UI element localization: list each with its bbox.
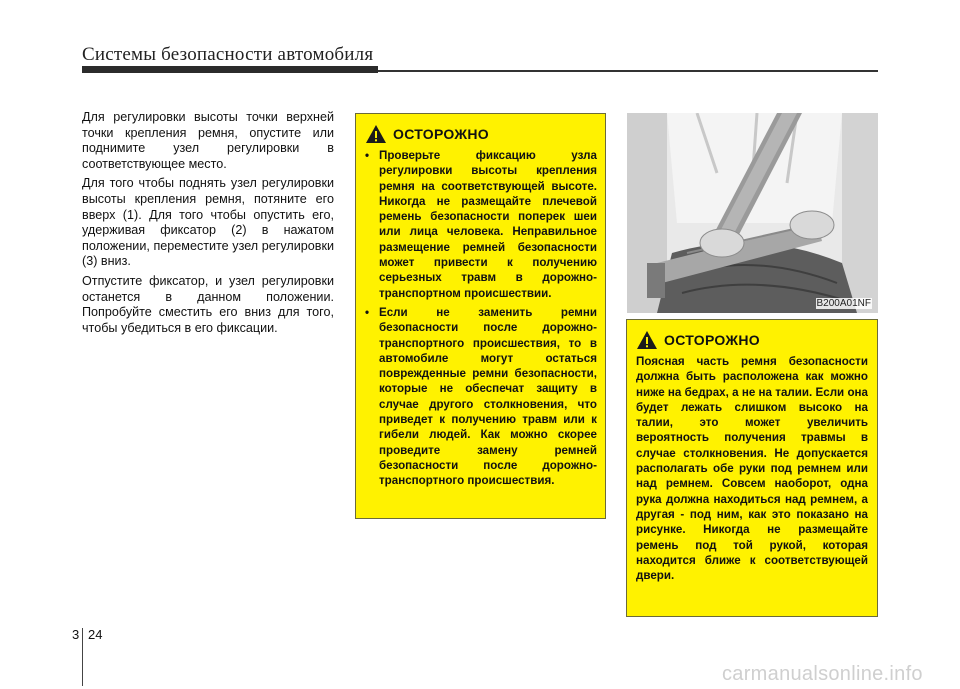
seatbelt-drawing (627, 113, 878, 313)
chapter-number: 3 (72, 627, 80, 642)
warning-text: Поясная часть ремня безопасности должна быть расположена как можно ниже на бедрах, а не на талии. Если она будет лежать слишком высоко на талии, это может увеличить вероятность получения травмы в случае столкновения. Не допускается располагать обе руки под ремнем или над ремнем. Совсем наоборот, одна рука должна находиться над ремнем, а другая - под ним, как это показано на рисунке. Никогда не размещайте ремень под той рукой, которая находится ближе к соответствующей двери. (636, 355, 868, 583)
warning-item (365, 305, 597, 489)
bullet: • (365, 305, 370, 319)
warning-title: ОСТОРОЖНО (664, 332, 760, 348)
warning-box-lap-belt (626, 319, 878, 617)
bullet: • (365, 149, 370, 162)
warning-item (365, 148, 597, 301)
warning-item-text: Если не заменить ремни безопасности после дорожно-транспортного происшествия, то в автомобиле могут остаться поврежденные ремни безопасности, которые не обеспечат защиту в случае другого столкновения, что приведет к получению травм или к гибели людей. Как можно скорее проведите замену ремней безопасности после дорожно-транспортного происшествия. (379, 305, 597, 488)
watermark: carmanualsonline.info (722, 663, 923, 685)
warning-header (365, 124, 597, 144)
page-number: 24 (88, 627, 103, 642)
warning-box-height-adjust (355, 113, 606, 519)
warning-triangle-icon (365, 124, 387, 144)
page-header-title: Системы безопасности автомобиля (82, 44, 374, 65)
warning-item-text: Проверьте фиксацию узла регулировки высоты крепления ремня на соответствующей высоте. Никогда не размещайте плечевой ремень безопасности поперек шеи или лица человека. Неправильное размещение ремней безопасности может привести к получению серьезных травм в дорожно-транспортном происшествии. (379, 149, 597, 300)
header-bar (82, 66, 378, 73)
footer-divider (82, 628, 83, 686)
header-rule (378, 70, 878, 72)
instruction-paragraph: Отпустите фиксатор, и узел регулировки останется в данном положении. Попробуйте сместить его вниз для того, чтобы убедиться в его фиксации. (82, 273, 334, 335)
seatbelt-illustration (627, 113, 878, 313)
warning-title: ОСТОРОЖНО (393, 126, 489, 142)
warning-triangle-icon (636, 330, 658, 350)
warning-header (636, 330, 868, 350)
instructions-column (82, 110, 334, 340)
instruction-paragraph: Для того чтобы поднять узел регулировки высоты крепления ремня, потяните его вверх (1). Для того чтобы опустить его, удерживая фиксатор (2) в нажатом положении, переместите узел регулировки (3) вниз. (82, 176, 334, 269)
warning-list (365, 148, 597, 489)
instruction-paragraph: Для регулировки высоты точки верхней точки крепления ремня, опустите или поднимите узел регулировки в соответствующее место. (82, 110, 334, 171)
illustration-caption: B200A01NF (816, 298, 871, 309)
